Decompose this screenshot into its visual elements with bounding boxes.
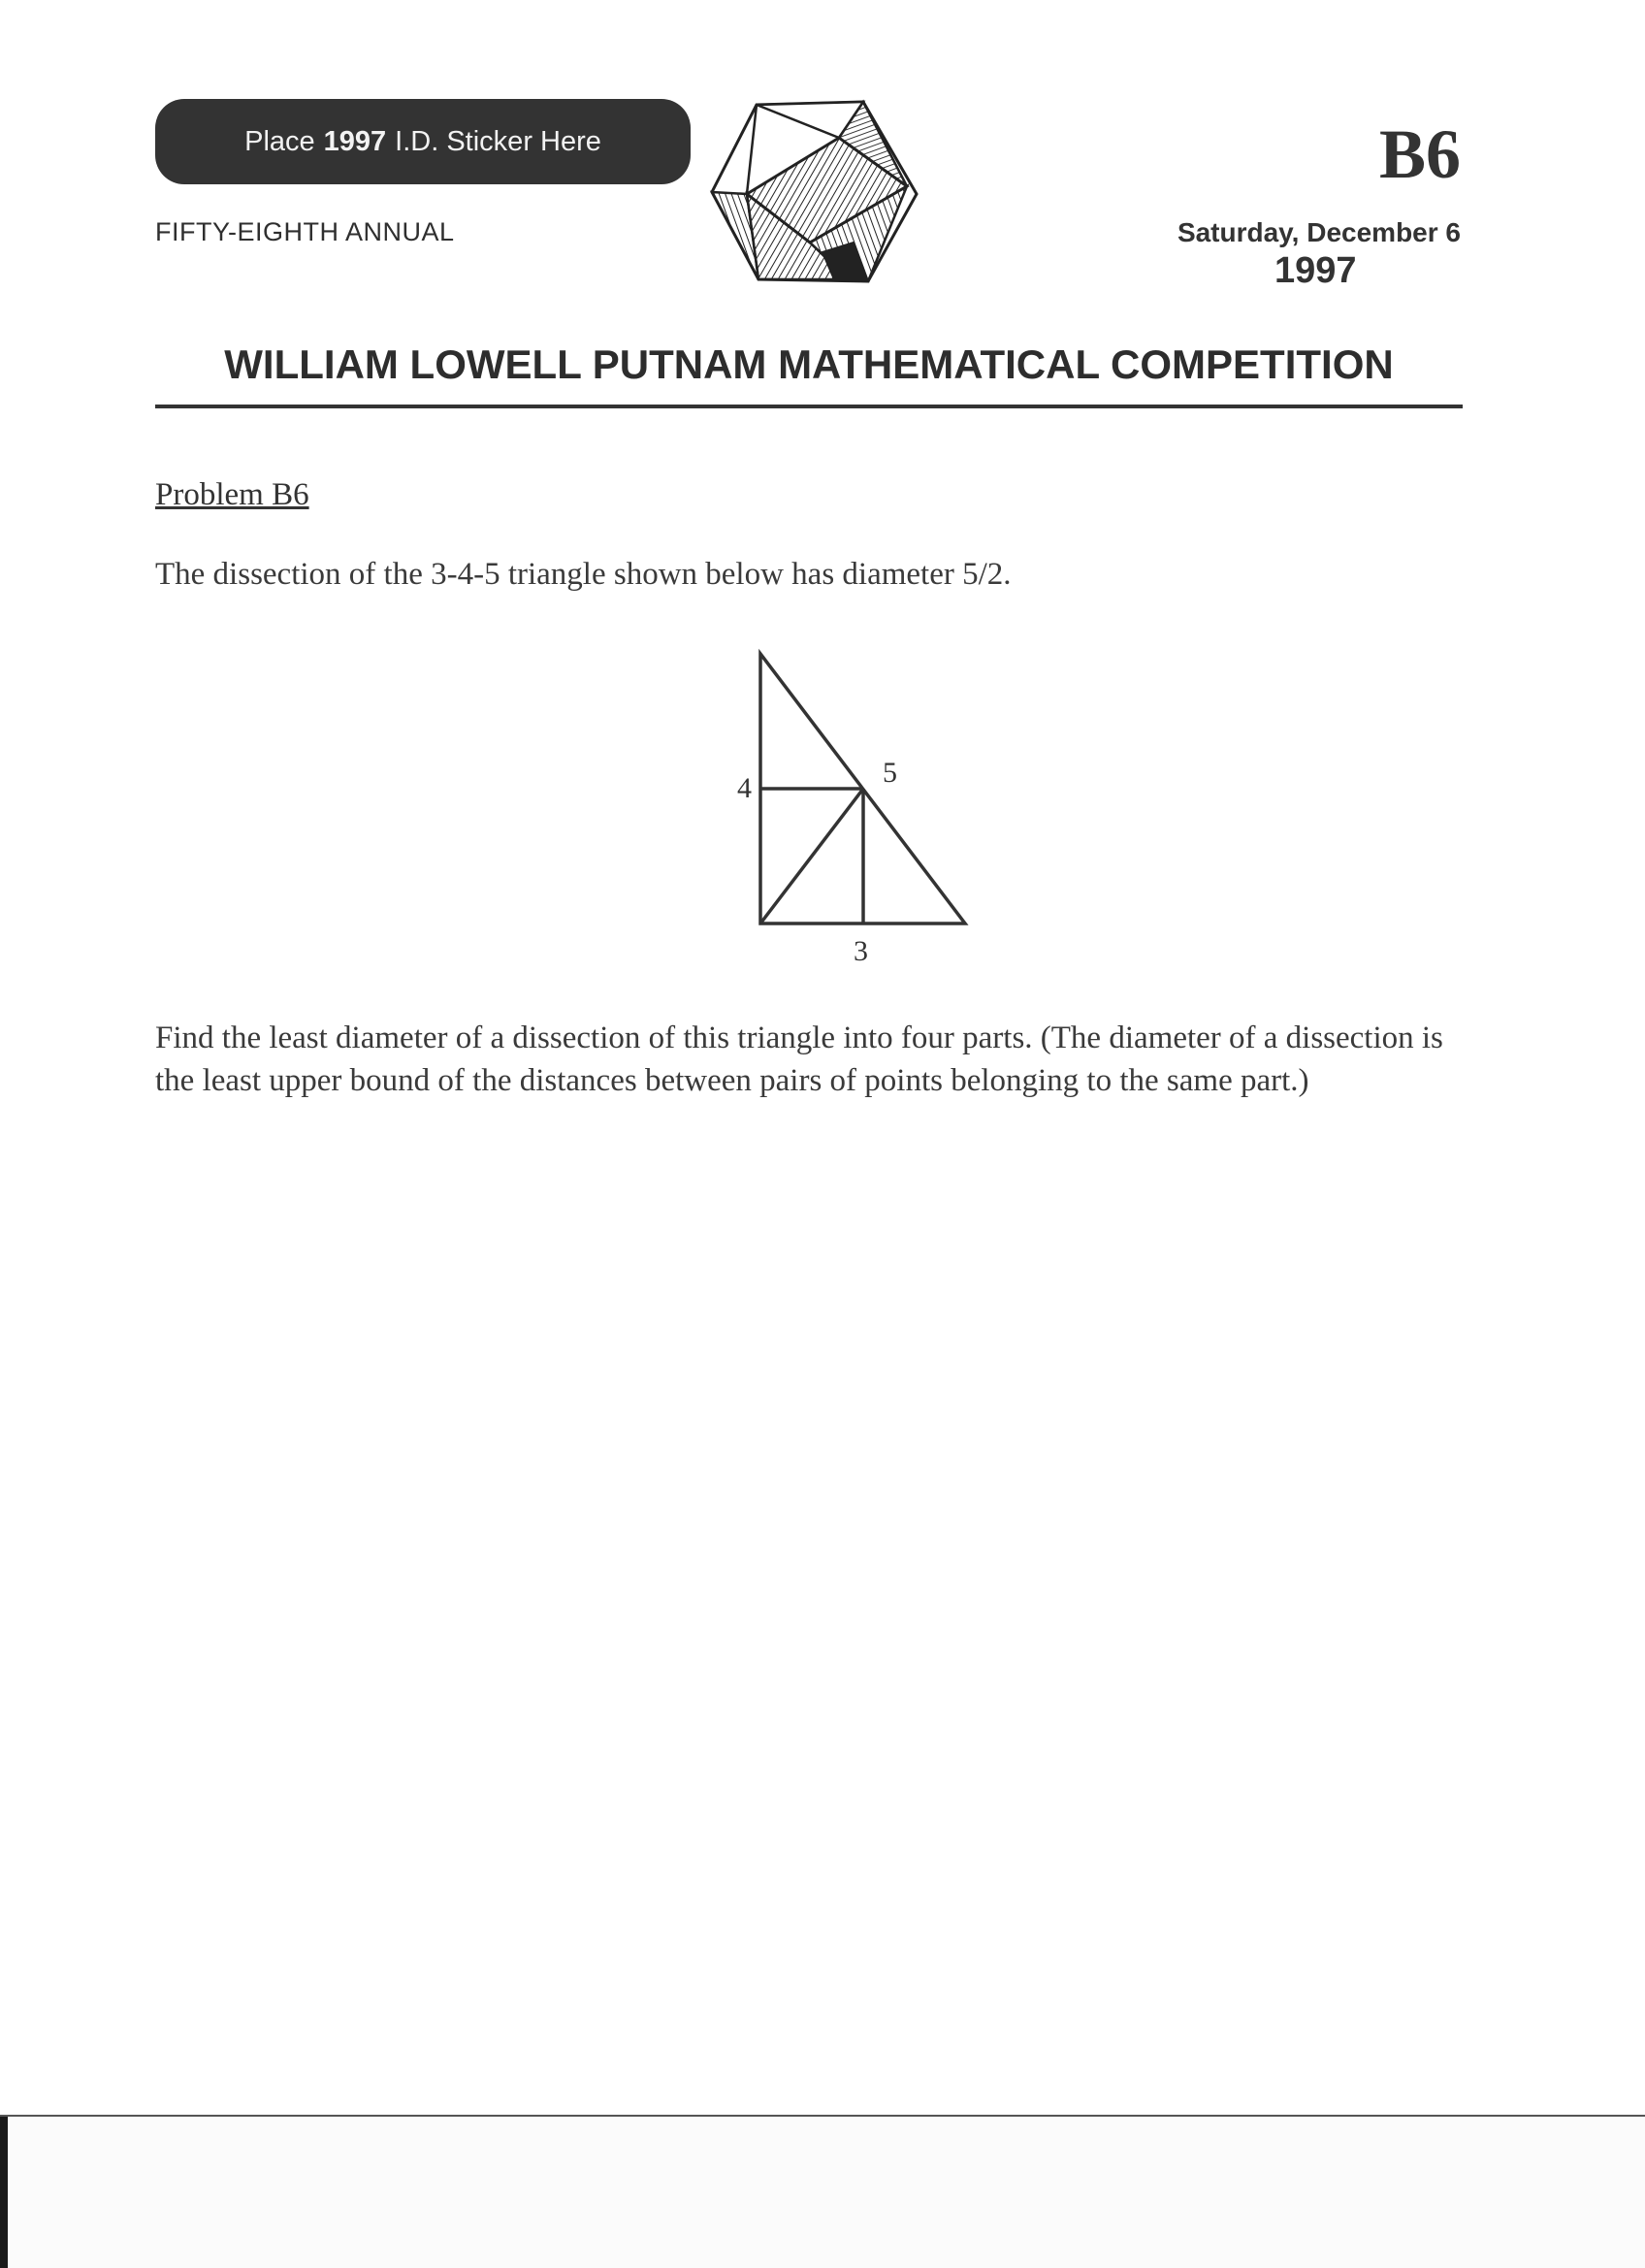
side-label-5: 5 (883, 757, 897, 789)
side-label-4: 4 (737, 772, 752, 804)
sticker-suffix: I.D. Sticker Here (395, 125, 601, 157)
problem-code: B6 (1378, 115, 1461, 193)
sticker-year: 1997 (323, 125, 387, 157)
triangle-dissection-figure (698, 640, 989, 970)
problem-intro: The dissection of the 3-4-5 triangle shown below has diameter 5/2. (155, 557, 1012, 592)
sticker-prefix: Place (244, 125, 315, 157)
annual-label: FIFTY-EIGHTH ANNUAL (155, 217, 455, 246)
scan-bottom-strip (8, 2117, 1645, 2268)
exam-date: Saturday, December 6 (1177, 217, 1461, 247)
header-divider (155, 405, 1463, 408)
id-sticker-area (155, 99, 691, 184)
problem-label: Problem B6 (155, 477, 309, 512)
problem-question: Find the least diameter of a dissection of this triangle into four parts. (The diameter of a dissection is the least upper bound of the distances between pairs of points belonging to the same part.) (155, 1021, 1443, 1098)
competition-title: WILLIAM LOWELL PUTNAM MATHEMATICAL COMPETITION (224, 341, 1394, 387)
side-label-3: 3 (854, 935, 868, 967)
scan-left-edge (0, 2117, 8, 2268)
exam-year: 1997 (1274, 250, 1357, 291)
polyhedron-logo-icon (708, 97, 921, 291)
